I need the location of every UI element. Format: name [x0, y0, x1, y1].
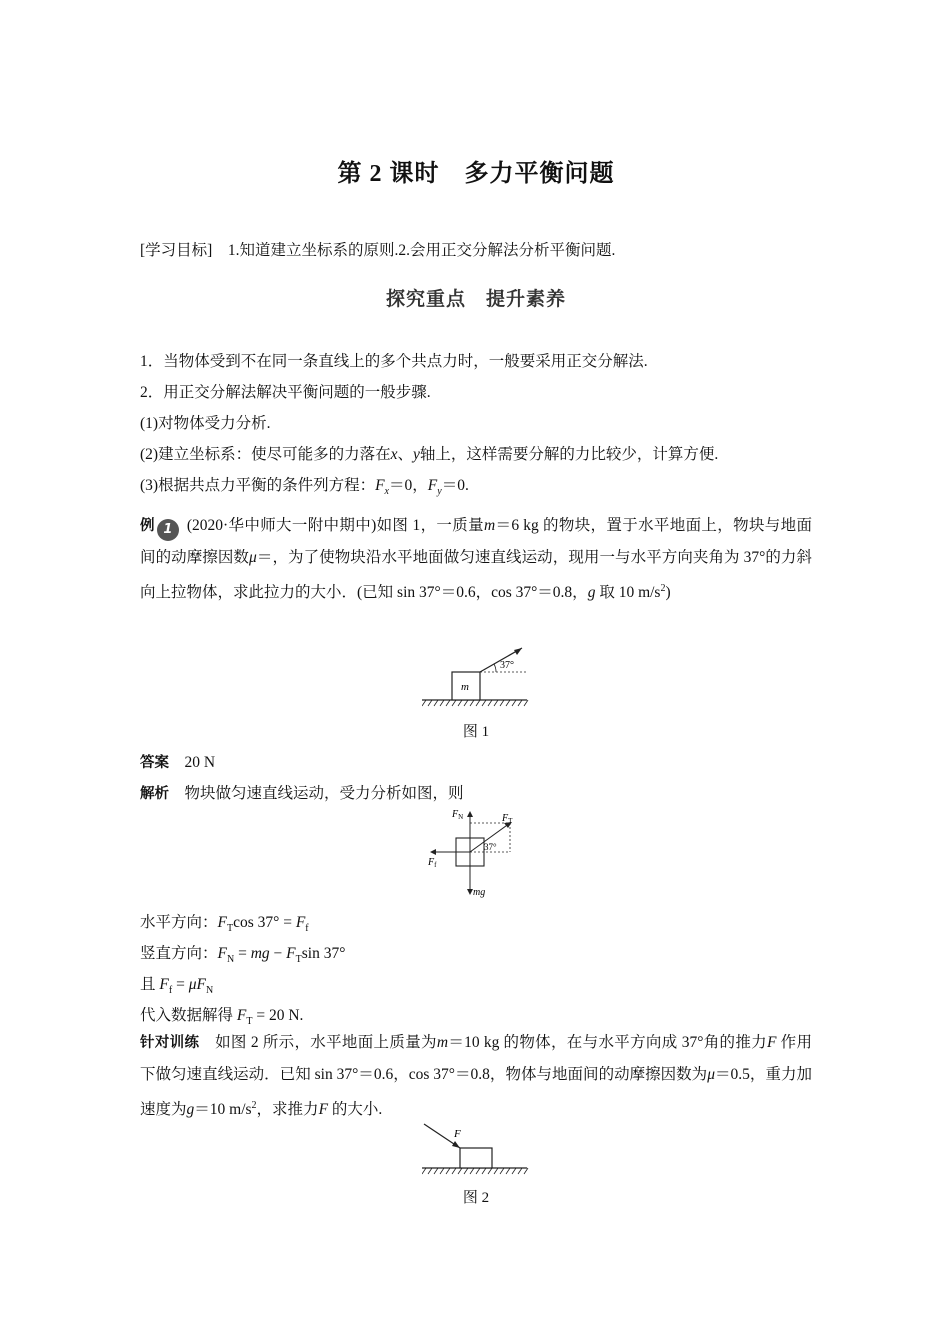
- step-1: (1)对物体受力分析.: [140, 415, 271, 432]
- example-label: 例: [140, 518, 155, 534]
- block-mass-label: m: [461, 681, 469, 693]
- svg-text:Ff: $F_f$: [428, 857, 437, 869]
- svg-text:mg: mg: [473, 887, 486, 898]
- eq-vertical: 竖直方向：$F_N$ = mg − $F_T\sin$ 37°: [140, 945, 346, 966]
- figure-1-caption: 图 1: [462, 724, 490, 740]
- example-number-badge: 1: [157, 519, 179, 541]
- angle-label: 37°: [500, 660, 514, 671]
- lesson-title: 第 2 课时 多力平衡问题: [337, 161, 615, 187]
- analysis: 解析 物块做匀速直线运动，受力分析如图，则: [140, 785, 464, 802]
- step-2: (2)建立坐标系：使尽可能多的力落在x、y轴上，这样需要分解的力比较少，计算方便.: [140, 446, 719, 463]
- figure-1-block-diagram: [422, 640, 532, 710]
- eq-result: 代入数据解得 $F_T = 20$ N.: [140, 1007, 304, 1028]
- point-2: 2．用正交分解法解决平衡问题的一般步骤.: [140, 384, 431, 401]
- svg-text:F: F: [454, 1128, 461, 1140]
- figure-2-caption: 图 2: [462, 1190, 490, 1206]
- practice-label: 针对训练: [140, 1035, 200, 1051]
- answer: 答案 20 N: [140, 754, 216, 771]
- eq-friction: 且 $F_f = \mu F_N$: [140, 976, 214, 997]
- eq-horizontal: 水平方向：$F_T\cos$ $37^\circ = F_f$: [140, 914, 309, 935]
- svg-text:FN: $F_N$: [452, 809, 464, 821]
- free-body-diagram: [426, 805, 526, 900]
- svg-text:37°: 37°: [484, 842, 497, 852]
- arrowhead-icon: [514, 648, 522, 655]
- section-heading: 探究重点 提升素养: [385, 288, 566, 310]
- point-1: 1．当物体受到不在同一条直线上的多个共点力时，一般要采用正交分解法.: [140, 353, 648, 370]
- figure-2-push-diagram: [422, 1120, 532, 1178]
- example-1: 例 1 (2020·华中师大一附中期中)如图 1，一质量m＝6 kg 的物块，置于水平地面上，物块与地面间的动摩擦因数μ＝，为了使物块沿水平地面做匀速直线运动，现用一与水平方向夹角为 37°的力斜向上拉物体，求此拉力的大小．(已知 sin 37°＝0.6，cos 37°＝0.8，g 取 10 $m/s^2$): [140, 517, 812, 602]
- learning-goals: [学习目标] 1.知道建立坐标系的原则.2.会用正交分解法分析平衡问题.: [140, 242, 616, 259]
- step-3: (3)根据共点力平衡的条件列方程：$F_x=0$，$F_y=0$.: [140, 477, 469, 498]
- arrowhead-icon: [452, 1141, 460, 1148]
- svg-text:FT: $F_T$: [502, 813, 513, 825]
- practice-problem: 针对训练 如图 2 所示，水平地面上质量为m＝10 kg 的物体，在与水平方向成 37°角的推力F 作用下做匀速直线运动．已知 sin 37°＝0.6，cos 37°＝0.8，物体与地面间的动摩擦因数为μ＝0.5，重力加速度为g＝10 $m/s^2$，求推力F 的大小.: [140, 1034, 812, 1119]
